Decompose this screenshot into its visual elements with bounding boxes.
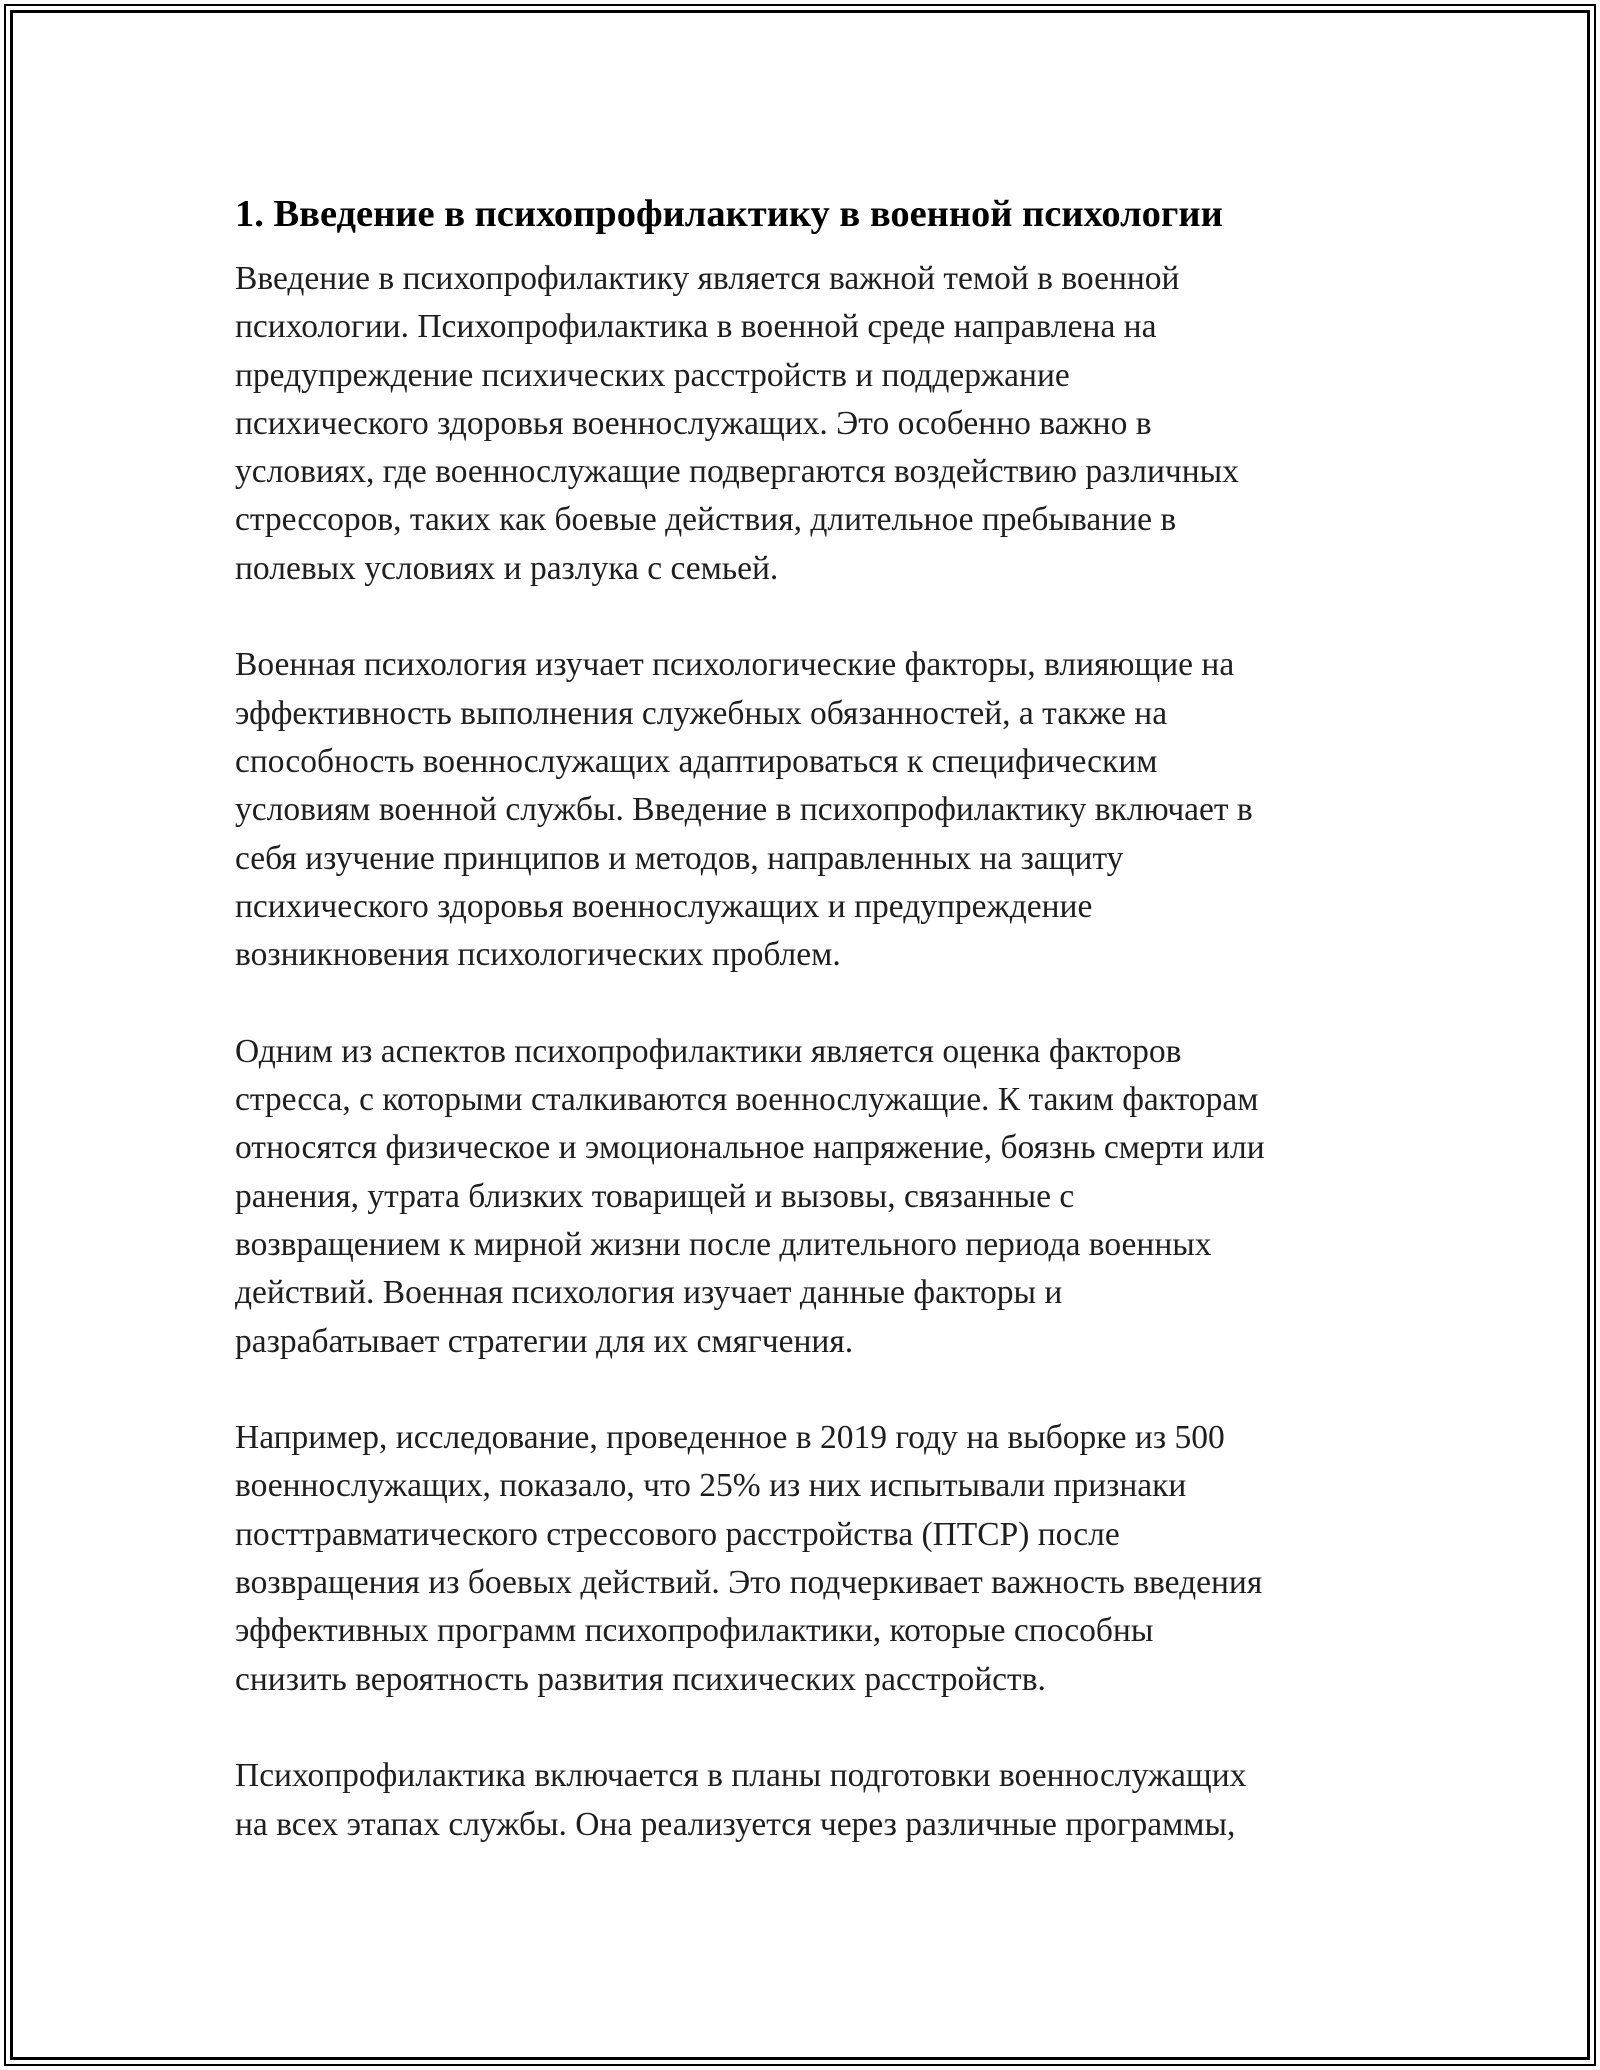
text-line: Введение в психопрофилактику является важной темой в военной [235, 260, 1180, 297]
text-line: Военная психология изучает психологические факторы, влияющие на [235, 646, 1235, 684]
text-line: предупреждение психических расстройств и поддержание [235, 356, 1070, 394]
text-line: на всех этапах службы. Она реализуется через различные программы, [235, 1805, 1236, 1843]
text-line: посттравматического стрессового расстройства (ПТСР) после [235, 1515, 1120, 1553]
paragraph-2 [235, 641, 1385, 979]
text-line: Одним из аспектов психопрофилактики является оценка факторов [235, 1032, 1182, 1070]
paragraph-3 [235, 1028, 1385, 1366]
text-line: условиям военной службы. Введение в психопрофилактику включает в [235, 791, 1253, 829]
text-line: Например, исследование, проведенное в 2019 году на выборке из 500 [235, 1419, 1225, 1457]
text-line: снизить вероятность развития психических расстройств. [235, 1660, 1046, 1698]
text-line: Психопрофилактика включается в планы подготовки военнослужащих [235, 1757, 1247, 1795]
text-line: стрессоров, таких как боевые действия, длительное пребывание в [235, 501, 1177, 539]
paragraph-1 [235, 255, 1385, 593]
text-line: стресса, с которыми сталкиваются военнослужащие. К таким факторам [235, 1081, 1259, 1119]
section-heading: 1. Введение в психопрофилактику в военной психологии [235, 193, 1223, 235]
text-line: психического здоровья военнослужащих и предупреждение [235, 887, 1093, 925]
text-line: ранения, утрата близких товарищей и вызовы, связанные с [235, 1177, 1075, 1215]
text-line: возвращения из боевых действий. Это подчеркивает важность введения [235, 1564, 1263, 1602]
text-line: себя изучение принципов и методов, направленных на защиту [235, 839, 1124, 877]
text-line: способность военнослужащих адаптироваться к специфическим [235, 742, 1158, 780]
text-line: эффективность выполнения служебных обязанностей, а также на [235, 694, 1168, 732]
text-line: возвращением к мирной жизни после длительного периода военных [235, 1225, 1212, 1263]
paragraph-4 [235, 1414, 1385, 1704]
text-line: действий. Военная психология изучает данные факторы и [235, 1274, 1063, 1312]
text-line: военнослужащих, показало, что 25% из них испытывали признаки [235, 1467, 1187, 1505]
paragraph-5 [235, 1752, 1385, 1849]
text-line: относятся физическое и эмоциональное напряжение, боязнь смерти или [235, 1129, 1265, 1167]
text-line: условиях, где военнослужащие подвергаются воздействию различных [235, 453, 1239, 491]
text-line: психического здоровья военнослужащих. Это особенно важно в [235, 404, 1152, 442]
text-line: полевых условиях и разлука с семьей. [235, 549, 779, 587]
text-line: разрабатывает стратегии для их смягчения. [235, 1322, 854, 1360]
text-line: эффективных программ психопрофилактики, которые способны [235, 1612, 1154, 1650]
text-line: психологии. Психопрофилактика в военной среде направлена на [235, 308, 1157, 346]
document-body [235, 186, 1385, 1849]
text-line: возникновения психологических проблем. [235, 936, 841, 974]
